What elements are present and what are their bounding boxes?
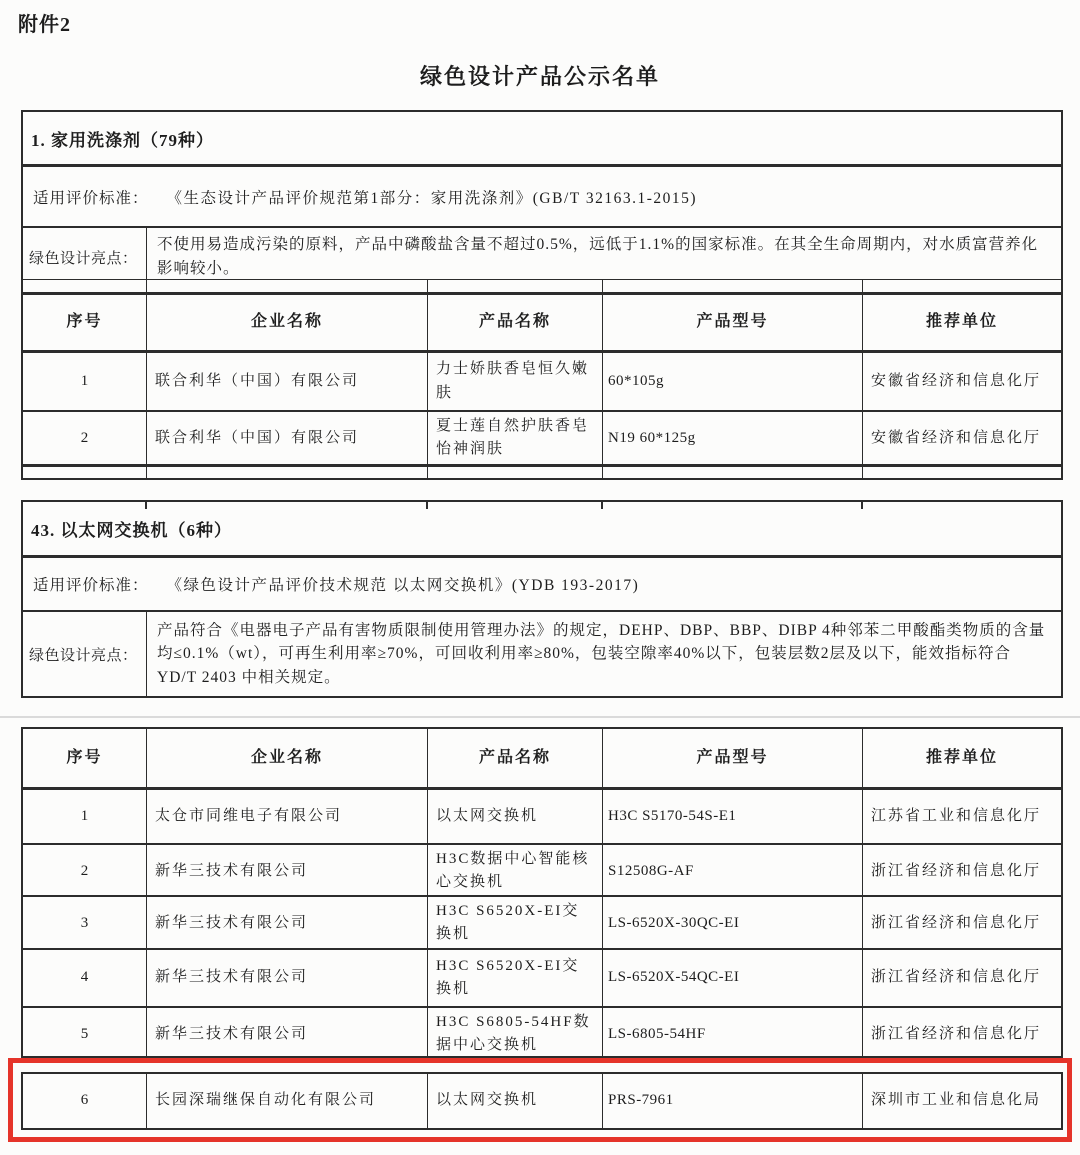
table-header-row [23,729,1061,790]
cell-recommender: 江苏省工业和信息化厅 [871,807,1042,824]
cell-serial: 1 [23,790,147,843]
cell-product: 以太网交换机 [428,790,603,843]
cell-recommender: 深圳市工业和信息化局 [871,1092,1042,1109]
table-row [23,950,1061,1008]
cell-company: 太仓市同维电子有限公司 [147,790,428,843]
cell-product: 以太网交换机 [428,1074,603,1128]
column-tick-mark [426,502,428,509]
cell-product: 夏士莲自然护肤香皂怡神润肤 [428,412,603,465]
highlight-label: 绿色设计亮点： [23,612,147,696]
cell-product: H3C数据中心智能核心交换机 [428,845,603,898]
standard-text: 《生态设计产品评价规范第1部分：家用洗涤剂》(GB/T 32163.1-2015) [166,189,698,207]
header-serial: 序号 [23,295,147,350]
section1-highlight-row [23,228,1061,280]
cell-model: PRS-7961 [603,1074,863,1128]
grid-spacer-cell [603,467,863,478]
section43-title: 43. 以太网交换机（6种） [31,521,232,540]
cell-company: 联合利华（中国）有限公司 [147,412,428,465]
section43-standard-row [23,558,1061,612]
column-tick-mark [145,502,147,509]
grid-spacer-cell [147,280,428,292]
section43-title-row [23,502,1061,558]
section43-highlight-row [23,612,1061,696]
table-row [23,897,1061,950]
header-model: 产品型号 [603,729,863,787]
header-recommender: 推荐单位 [925,748,998,766]
cell-product: H3C S6520X-EI交换机 [428,897,603,950]
page-stitch-line [0,716,1080,718]
cell-recommender: 浙江省经济和信息化厅 [871,862,1042,879]
cell-model: LS-6805-54HF [603,1008,863,1061]
cell-company: 新华三技术有限公司 [147,1008,428,1061]
grid-spacer-cell [863,467,1061,478]
attachment-label: 附件2 [18,14,71,36]
cell-recommender: 安徽省经济和信息化厅 [871,429,1042,446]
standard-text: 《绿色设计产品评价技术规范 以太网交换机》(YDB 193-2017) [166,577,640,594]
cell-company: 长园深瑞继保自动化有限公司 [147,1074,428,1128]
column-tick-mark [861,502,863,509]
cell-serial: 5 [23,1008,147,1061]
cell-serial: 4 [23,950,147,1006]
grid-spacer-cell [603,280,863,292]
table-header-row [23,295,1061,353]
cell-company: 联合利华（中国）有限公司 [147,353,428,410]
cell-recommender: 浙江省经济和信息化厅 [871,1025,1042,1042]
cell-serial: 6 [23,1074,147,1128]
standard-label: 适用评价标准： [33,577,149,594]
cell-recommender: 浙江省经济和信息化厅 [871,914,1042,931]
header-company: 企业名称 [147,729,428,787]
highlight-text: 不使用易造成污染的原料，产品中磷酸盐含量不超过0.5%，远低于1.1%的国家标准。在其全生命周期内，对水质富营养化影响较小。 [157,236,1039,278]
cell-model: N19 60*125g [603,412,863,465]
grid-spacer-cell [147,467,428,478]
cell-recommender: 安徽省经济和信息化厅 [871,372,1042,389]
clipped-row-strip [23,467,1061,478]
section43-product-table [21,727,1063,1058]
section1-table [21,110,1063,480]
cell-model: LS-6520X-30QC-EI [603,897,863,950]
table-row [23,412,1061,467]
cell-serial: 2 [23,845,147,898]
cell-serial: 1 [23,353,147,410]
cell-model: 60*105g [603,353,863,410]
header-recommender: 推荐单位 [925,313,998,331]
section43-table [21,500,1063,698]
header-product: 产品名称 [428,729,603,787]
header-model: 产品型号 [603,295,863,350]
grid-spacer-cell [863,280,1061,292]
cell-company: 新华三技术有限公司 [147,897,428,950]
section1-title: 1. 家用洗涤剂（79种） [23,112,1061,167]
grid-spacer-strip [23,280,1061,295]
table-row [23,1008,1061,1056]
standard-label: 适用评价标准： [33,189,149,207]
grid-spacer-cell [23,280,147,292]
highlight-text: 产品符合《电器电子产品有害物质限制使用管理办法》的规定，DEHP、DBP、BBP、DIBP 4种邻苯二甲酸酯类物质的含量均≤0.1%（wt），可再生利用率≥70%，可回收利用率≥80%，包装空隙率40%以下，包装层数2层及以下，能效指标符合 YD/T 2403 中相关规定。 [157,622,1046,686]
grid-spacer-cell [428,280,603,292]
cell-recommender: 浙江省经济和信息化厅 [871,969,1042,986]
highlight-box [8,1058,1072,1142]
cell-company: 新华三技术有限公司 [147,845,428,898]
cell-model: LS-6520X-54QC-EI [603,950,863,1006]
highlight-label: 绿色设计亮点： [23,228,147,286]
cell-serial: 3 [23,897,147,950]
cell-model: S12508G-AF [603,845,863,898]
header-product: 产品名称 [428,295,603,350]
cell-model: H3C S5170-54S-E1 [603,790,863,843]
cell-product: 力士娇肤香皂恒久嫩肤 [428,353,603,410]
header-company: 企业名称 [147,295,428,350]
cell-product: H3C S6805-54HF数据中心交换机 [428,1008,603,1061]
table-row [23,353,1061,412]
table-row [23,790,1061,845]
grid-spacer-cell [428,467,603,478]
header-serial: 序号 [23,729,147,787]
page-title: 绿色设计产品公示名单 [419,64,660,89]
cell-company: 新华三技术有限公司 [147,950,428,1006]
section1-standard-row [23,167,1061,228]
column-tick-mark [601,502,603,509]
cell-serial: 2 [23,412,147,465]
grid-spacer-cell [23,467,147,478]
cell-product: H3C S6520X-EI交换机 [428,950,603,1006]
table-row [23,845,1061,897]
